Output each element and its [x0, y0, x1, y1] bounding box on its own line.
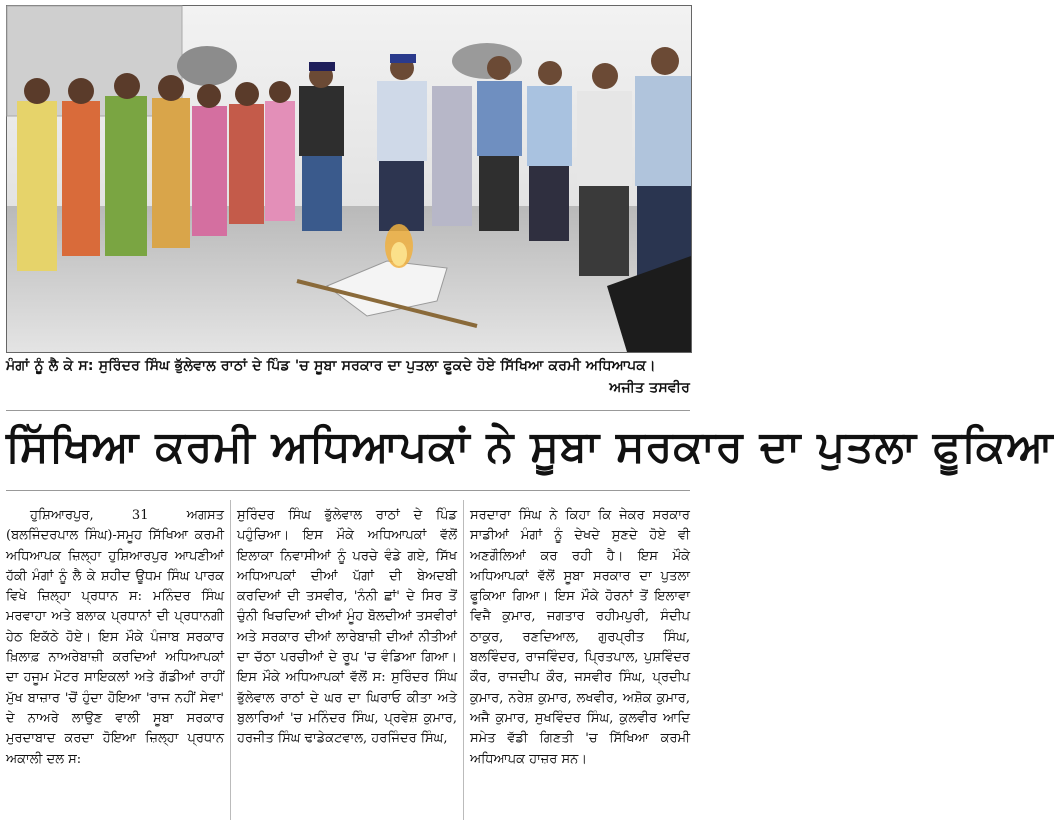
- photo-caption: [6, 356, 690, 408]
- protest-photo-illustration: [7, 6, 691, 352]
- headline: ਸਿੱਖਿਆ ਕਰਮੀ ਅਧਿਆਪਕਾਂ ਨੇ ਸੂਬਾ ਸਰਕਾਰ ਦਾ ਪੁਤਲਾ ਫੂਕਿਆ: [6, 422, 1054, 472]
- headline-divider: [6, 490, 690, 491]
- article-column-1: [6, 506, 224, 822]
- column-divider-1: [230, 500, 231, 820]
- article-text-column-3: ਸਰਦਾਰਾ ਸਿੰਘ ਨੇ ਕਿਹਾ ਕਿ ਜੇਕਰ ਸਰਕਾਰ ਸਾਡੀਆਂ ਮੰਗਾਂ ਨੂੰ ਦੇਖਦੇ ਸੁਣਦੇ ਹੋਏ ਵੀ ਅਣਗੌਲਿਆਂ ਕਰ ਰਹੀ ਹੈ। ਇਸ ਮੌਕੇ ਅਧਿਆਪਕਾਂ ਵੱਲੋਂ ਸੂਬਾ ਸਰਕਾਰ ਦਾ ਪੁਤਲਾ ਫੂਕਿਆ ਗਿਆ। ਇਸ ਮੌਕੇ ਹੋਰਨਾਂ ਤੋਂ ਇਲਾਵਾ ਵਿਜੈ ਕੁਮਾਰ, ਜਗਤਾਰ ਰਹੀਮਪੁਰੀ, ਸੰਦੀਪ ਠਾਕੁਰ, ਰਣਦਿਆਲ, ਗੁਰਪ੍ਰੀਤ ਸਿੰਘ, ਬਲਵਿੰਦਰ, ਰਾਜਵਿੰਦਰ, ਪ੍ਰਿਤਪਾਲ, ਪੁਸ਼ਵਿੰਦਰ ਕੌਰ, ਰਾਜਦੀਪ ਕੌਰ, ਜਸਵੀਰ ਸਿੰਘ, ਪ੍ਰਦੀਪ ਕੁਮਾਰ, ਨਰੇਸ਼ ਕੁਮਾਰ, ਲਖਵੀਰ, ਅਸ਼ੋਕ ਕੁਮਾਰ, ਅਜੈ ਕੁਮਾਰ, ਸੁਖਵਿੰਦਰ ਸਿੰਘ, ਕੁਲਵੀਰ ਆਦਿ ਸਮੇਤ ਵੱਡੀ ਗਿਣਤੀ 'ਚ ਸਿੱਖਿਆ ਕਰਮੀ ਅਧਿਆਪਕ ਹਾਜ਼ਰ ਸਨ।: [470, 508, 690, 767]
- article-column-2: [237, 506, 457, 822]
- photo-credit: ਅਜੀਤ ਤਸਵੀਰ: [609, 380, 690, 396]
- article-column-3: [470, 506, 690, 822]
- news-photo: [6, 5, 692, 353]
- article-text-column-2: ਸੁਰਿੰਦਰ ਸਿੰਘ ਭੁੱਲੇਵਾਲ ਰਾਠਾਂ ਦੇ ਪਿੰਡ ਪਹੁੰਚਿਆ। ਇਸ ਮੌਕੇ ਅਧਿਆਪਕਾਂ ਵੱਲੋਂ ਇਲਾਕਾ ਨਿਵਾਸੀਆਂ ਨੂੰ ਪਰਚੇ ਵੰਡੇ ਗਏ, ਸਿੱਖ ਅਧਿਆਪਕਾਂ ਦੀਆਂ ਪੱਗਾਂ ਦੀ ਬੇਅਦਬੀ ਕਰਦਿਆਂ ਦੀ ਤਸਵੀਰ, 'ਨੰਨੀ ਛਾਂ' ਦੇ ਸਿਰ ਤੋਂ ਚੁੰਨੀ ਖਿਚਦਿਆਂ ਦੀਆਂ ਮੂੰਹ ਬੋਲਦੀਆਂ ਤਸਵੀਰਾਂ ਅਤੇ ਸਰਕਾਰ ਦੀਆਂ ਲਾਰੇਬਾਜ਼ੀ ਦੀਆਂ ਨੀਤੀਆਂ ਦਾ ਚੱਠਾ ਪਰਚੀਆਂ ਦੇ ਰੂਪ 'ਚ ਵੰਡਿਆ ਗਿਆ। ਇਸ ਮੌਕੇ ਅਧਿਆਪਕਾਂ ਵੱਲੋਂ ਸ: ਸੁਰਿੰਦਰ ਸਿੰਘ ਭੁੱਲੇਵਾਲ ਰਾਠਾਂ ਦੇ ਘਰ ਦਾ ਘਿਰਾਓ ਕੀਤਾ ਅਤੇ ਬੁਲਾਰਿਆਂ 'ਚ ਮਨਿੰਦਰ ਸਿੰਘ, ਪ੍ਰਵੇਸ਼ ਕੁਮਾਰ, ਹਰਜੀਤ ਸਿੰਘ ਢਾਡੇਕਟਵਾਲ, ਹਰਜਿੰਦਰ ਸਿੰਘ,: [237, 508, 457, 747]
- article-text-column-1: ਹੁਸ਼ਿਆਰਪੁਰ, 31 ਅਗਸਤ (ਬਲਜਿੰਦਰਪਾਲ ਸਿੰਘ)-ਸਮੂਹ ਸਿੱਖਿਆ ਕਰਮੀ ਅਧਿਆਪਕ ਜ਼ਿਲ੍ਹਾ ਹੁਸ਼ਿਆਰਪੁਰ ਆਪਣੀਆਂ ਹੱਕੀ ਮੰਗਾਂ ਨੂੰ ਲੈ ਕੇ ਸ਼ਹੀਦ ਊਧਮ ਸਿੰਘ ਪਾਰਕ ਵਿਖੇ ਜ਼ਿਲ੍ਹਾ ਪ੍ਰਧਾਨ ਸ: ਮਨਿੰਦਰ ਸਿੰਘ ਮਰਵਾਹਾ ਅਤੇ ਬਲਾਕ ਪ੍ਰਧਾਨਾਂ ਦੀ ਪ੍ਰਧਾਨਗੀ ਹੇਠ ਇਕੱਠੇ ਹੋਏ। ਇਸ ਮੌਕੇ ਪੰਜਾਬ ਸਰਕਾਰ ਖ਼ਿਲਾਫ਼ ਨਾਅਰੇਬਾਜ਼ੀ ਕਰਦਿਆਂ ਅਧਿਆਪਕਾਂ ਦਾ ਹਜੂਮ ਮੋਟਰ ਸਾਇਕਲਾਂ ਅਤੇ ਗੱਡੀਆਂ ਰਾਹੀਂ ਮੁੱਖ ਬਾਜ਼ਾਰ 'ਚੋਂ ਹੁੰਦਾ ਹੋਇਆ 'ਰਾਜ ਨਹੀਂ ਸੇਵਾ' ਦੇ ਨਾਅਰੇ ਲਾਉਣ ਵਾਲੀ ਸੂਬਾ ਸਰਕਾਰ ਮੁਰਦਾਬਾਦ ਕਰਦਾ ਹੋਇਆ ਜ਼ਿਲ੍ਹਾ ਪ੍ਰਧਾਨ ਅਕਾਲੀ ਦਲ ਸ:: [6, 508, 224, 767]
- caption-divider: [6, 410, 690, 411]
- column-divider-2: [463, 500, 464, 820]
- caption-text: ਮੰਗਾਂ ਨੂੰ ਲੈ ਕੇ ਸ: ਸੁਰਿੰਦਰ ਸਿੰਘ ਭੁੱਲੇਵਾਲ ਰਾਠਾਂ ਦੇ ਪਿੰਡ 'ਚ ਸੂਬਾ ਸਰਕਾਰ ਦਾ ਪੁਤਲਾ ਫੂਕਦੇ ਹੋਏ ਸਿੱਖਿਆ ਕਰਮੀ ਅਧਿਆਪਕ।: [6, 358, 656, 374]
